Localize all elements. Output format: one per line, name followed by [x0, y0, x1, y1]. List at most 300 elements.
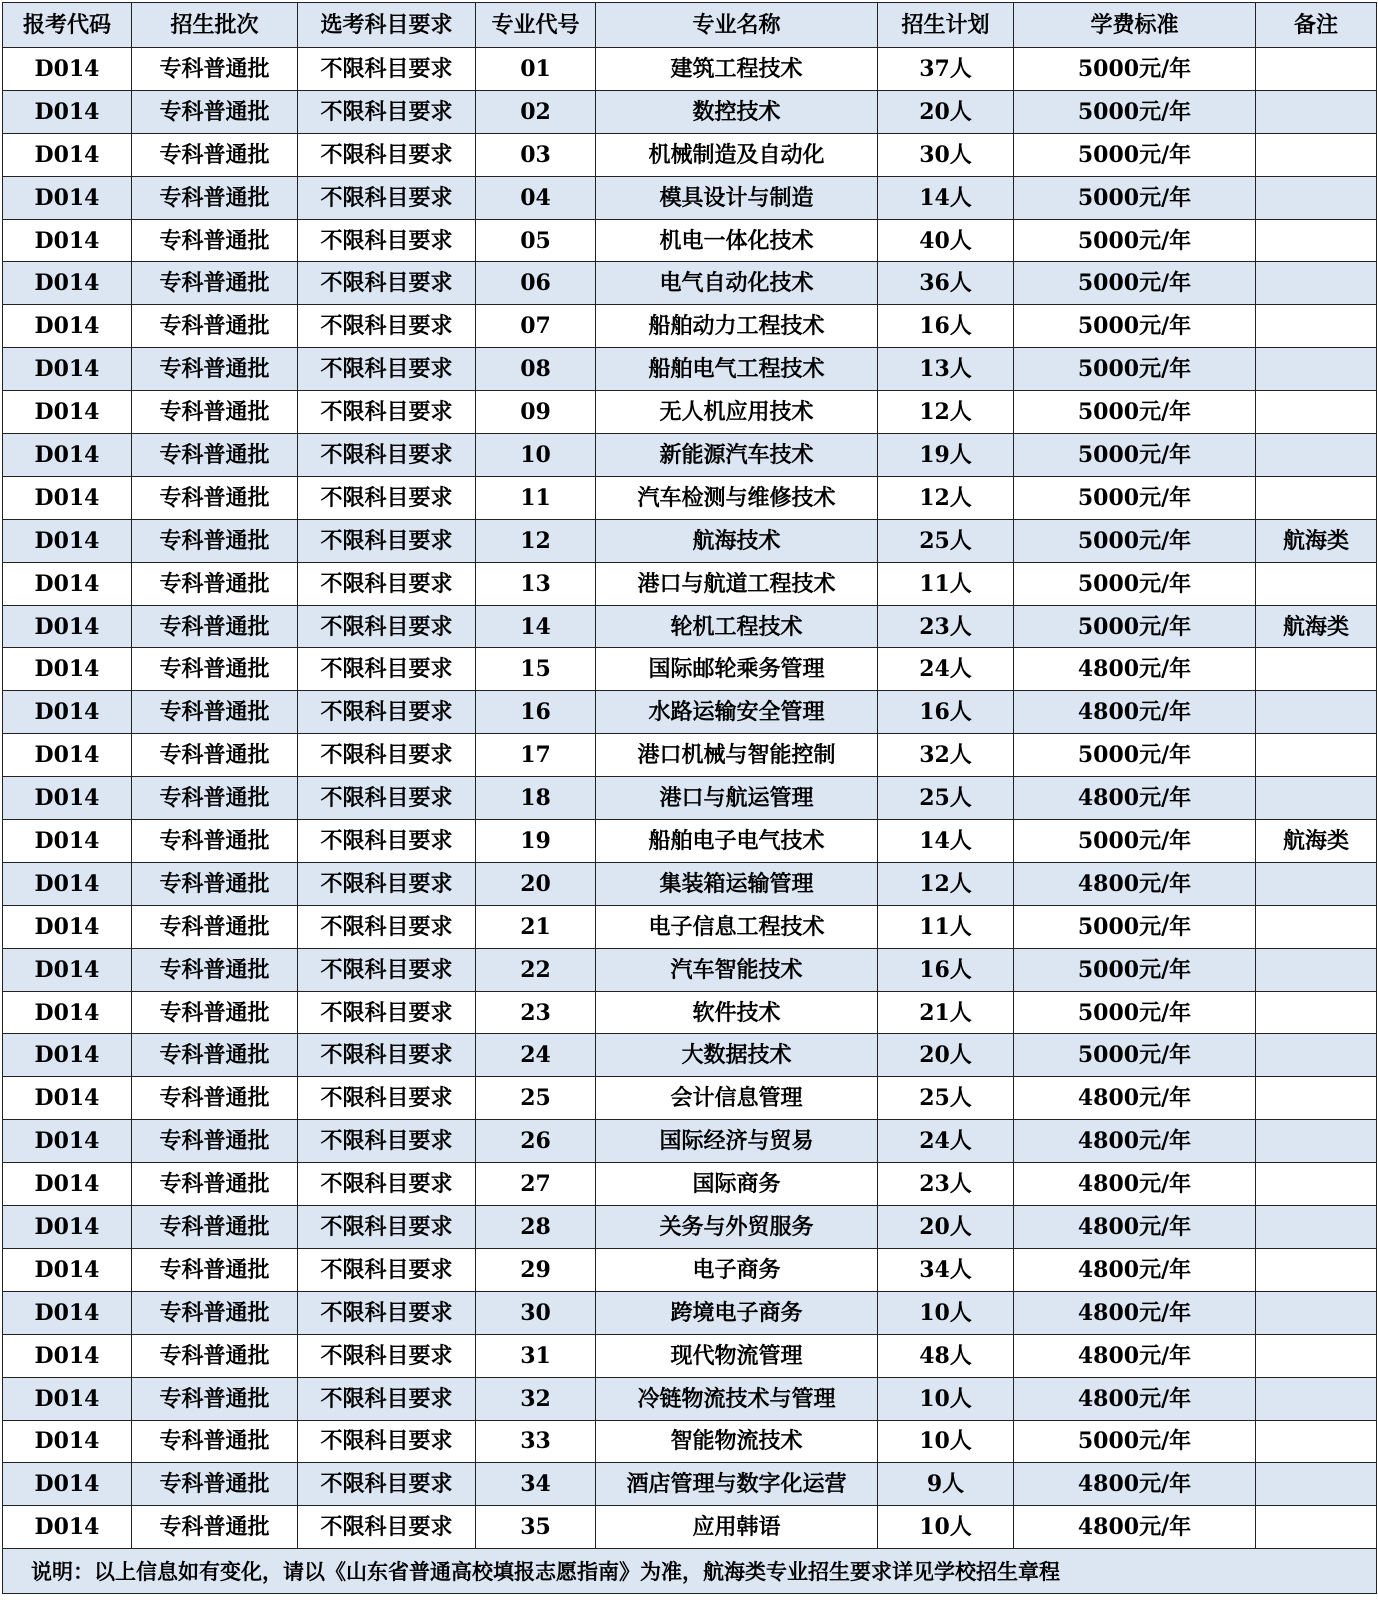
major-code-cell: 32 — [476, 1377, 596, 1420]
table-row — [3, 820, 1377, 863]
enrollment-plan-cell: 25人 — [878, 519, 1014, 562]
enrollment-plan-cell: 20人 — [878, 1206, 1014, 1249]
tuition-cell: 5000元/年 — [1014, 305, 1256, 348]
major-code-cell: 22 — [476, 948, 596, 991]
subject-requirement-cell: 不限科目要求 — [298, 434, 476, 477]
major-name-cell: 数控技术 — [596, 90, 878, 133]
batch-cell: 专科普通批 — [132, 820, 298, 863]
remarks-cell: 航海类 — [1256, 820, 1377, 863]
subject-requirement-cell: 不限科目要求 — [298, 348, 476, 391]
tuition-cell: 4800元/年 — [1014, 777, 1256, 820]
enrollment-plan-cell: 23人 — [878, 1163, 1014, 1206]
remarks-cell — [1256, 1163, 1377, 1206]
subject-requirement-cell: 不限科目要求 — [298, 1463, 476, 1506]
major-name-cell: 大数据技术 — [596, 1034, 878, 1077]
tuition-cell: 5000元/年 — [1014, 562, 1256, 605]
major-name-cell: 机电一体化技术 — [596, 219, 878, 262]
major-name-cell: 跨境电子商务 — [596, 1291, 878, 1334]
subject-requirement-cell: 不限科目要求 — [298, 862, 476, 905]
major-code-cell: 21 — [476, 905, 596, 948]
exam-code-cell: D014 — [3, 434, 132, 477]
batch-cell: 专科普通批 — [132, 1377, 298, 1420]
exam-code-cell: D014 — [3, 905, 132, 948]
enrollment-plan-cell: 10人 — [878, 1420, 1014, 1463]
enrollment-plan-cell: 34人 — [878, 1248, 1014, 1291]
major-code-cell: 25 — [476, 1077, 596, 1120]
table-row — [3, 1463, 1377, 1506]
batch-cell: 专科普通批 — [132, 562, 298, 605]
exam-code-cell: D014 — [3, 1420, 132, 1463]
major-name-cell: 电子信息工程技术 — [596, 905, 878, 948]
batch-cell: 专科普通批 — [132, 905, 298, 948]
major-code-cell: 05 — [476, 219, 596, 262]
remarks-cell — [1256, 1120, 1377, 1163]
major-code-cell: 19 — [476, 820, 596, 863]
batch-cell: 专科普通批 — [132, 305, 298, 348]
exam-code-cell: D014 — [3, 777, 132, 820]
tuition-cell: 4800元/年 — [1014, 648, 1256, 691]
subject-requirement-cell: 不限科目要求 — [298, 948, 476, 991]
tuition-cell: 4800元/年 — [1014, 1163, 1256, 1206]
tuition-cell: 5000元/年 — [1014, 1420, 1256, 1463]
remarks-cell — [1256, 176, 1377, 219]
major-name-cell: 港口与航道工程技术 — [596, 562, 878, 605]
batch-cell: 专科普通批 — [132, 1463, 298, 1506]
note-row — [3, 1549, 1377, 1594]
exam-code-cell: D014 — [3, 1034, 132, 1077]
tuition-cell: 4800元/年 — [1014, 1077, 1256, 1120]
exam-code-cell: D014 — [3, 1206, 132, 1249]
table-row — [3, 562, 1377, 605]
major-code-cell: 07 — [476, 305, 596, 348]
enrollment-plan-cell: 14人 — [878, 176, 1014, 219]
remarks-cell — [1256, 1206, 1377, 1249]
enrollment-plan-table — [2, 2, 1377, 1594]
major-name-cell: 国际邮轮乘务管理 — [596, 648, 878, 691]
exam-code-cell: D014 — [3, 1506, 132, 1549]
exam-code-cell: D014 — [3, 562, 132, 605]
table-row — [3, 391, 1377, 434]
batch-cell: 专科普通批 — [132, 176, 298, 219]
exam-code-cell: D014 — [3, 1120, 132, 1163]
subject-requirement-cell: 不限科目要求 — [298, 1206, 476, 1249]
table-body — [3, 48, 1377, 1549]
subject-requirement-cell: 不限科目要求 — [298, 1077, 476, 1120]
batch-cell: 专科普通批 — [132, 1163, 298, 1206]
batch-cell: 专科普通批 — [132, 948, 298, 991]
exam-code-cell: D014 — [3, 1463, 132, 1506]
enrollment-plan-cell: 25人 — [878, 1077, 1014, 1120]
tuition-cell: 5000元/年 — [1014, 734, 1256, 777]
subject-requirement-cell: 不限科目要求 — [298, 519, 476, 562]
subject-requirement-cell: 不限科目要求 — [298, 262, 476, 305]
major-code-cell: 06 — [476, 262, 596, 305]
batch-cell: 专科普通批 — [132, 262, 298, 305]
subject-requirement-cell: 不限科目要求 — [298, 1034, 476, 1077]
major-code-cell: 15 — [476, 648, 596, 691]
batch-cell: 专科普通批 — [132, 1506, 298, 1549]
enrollment-plan-cell: 19人 — [878, 434, 1014, 477]
table-row — [3, 48, 1377, 91]
remarks-cell — [1256, 562, 1377, 605]
major-name-cell: 船舶动力工程技术 — [596, 305, 878, 348]
subject-requirement-cell: 不限科目要求 — [298, 1163, 476, 1206]
header-tuition: 学费标准 — [1014, 3, 1256, 48]
batch-cell: 专科普通批 — [132, 1334, 298, 1377]
subject-requirement-cell: 不限科目要求 — [298, 391, 476, 434]
header-remarks: 备注 — [1256, 3, 1377, 48]
subject-requirement-cell: 不限科目要求 — [298, 1334, 476, 1377]
exam-code-cell: D014 — [3, 219, 132, 262]
remarks-cell — [1256, 348, 1377, 391]
major-code-cell: 09 — [476, 391, 596, 434]
major-code-cell: 30 — [476, 1291, 596, 1334]
subject-requirement-cell: 不限科目要求 — [298, 648, 476, 691]
tuition-cell: 4800元/年 — [1014, 1248, 1256, 1291]
table-row — [3, 219, 1377, 262]
remarks-cell — [1256, 1077, 1377, 1120]
major-name-cell: 船舶电子电气技术 — [596, 820, 878, 863]
remarks-cell — [1256, 777, 1377, 820]
remarks-cell — [1256, 434, 1377, 477]
remarks-cell — [1256, 219, 1377, 262]
enrollment-plan-cell: 24人 — [878, 1120, 1014, 1163]
tuition-cell: 4800元/年 — [1014, 1506, 1256, 1549]
exam-code-cell: D014 — [3, 1077, 132, 1120]
enrollment-plan-cell: 36人 — [878, 262, 1014, 305]
remarks-cell — [1256, 734, 1377, 777]
exam-code-cell: D014 — [3, 48, 132, 91]
major-code-cell: 28 — [476, 1206, 596, 1249]
major-code-cell: 02 — [476, 90, 596, 133]
exam-code-cell: D014 — [3, 691, 132, 734]
remarks-cell — [1256, 262, 1377, 305]
tuition-cell: 5000元/年 — [1014, 820, 1256, 863]
table-row — [3, 1334, 1377, 1377]
major-name-cell: 新能源汽车技术 — [596, 434, 878, 477]
enrollment-plan-cell: 16人 — [878, 691, 1014, 734]
exam-code-cell: D014 — [3, 348, 132, 391]
enrollment-plan-cell: 12人 — [878, 391, 1014, 434]
enrollment-plan-cell: 30人 — [878, 133, 1014, 176]
enrollment-plan-cell: 12人 — [878, 862, 1014, 905]
subject-requirement-cell: 不限科目要求 — [298, 605, 476, 648]
table-row — [3, 691, 1377, 734]
major-name-cell: 电气自动化技术 — [596, 262, 878, 305]
enrollment-plan-cell: 21人 — [878, 991, 1014, 1034]
remarks-cell — [1256, 905, 1377, 948]
major-code-cell: 34 — [476, 1463, 596, 1506]
batch-cell: 专科普通批 — [132, 605, 298, 648]
tuition-cell: 5000元/年 — [1014, 48, 1256, 91]
tuition-cell: 4800元/年 — [1014, 691, 1256, 734]
remarks-cell — [1256, 991, 1377, 1034]
exam-code-cell: D014 — [3, 391, 132, 434]
major-code-cell: 24 — [476, 1034, 596, 1077]
exam-code-cell: D014 — [3, 734, 132, 777]
major-name-cell: 电子商务 — [596, 1248, 878, 1291]
header-major-name: 专业名称 — [596, 3, 878, 48]
major-name-cell: 模具设计与制造 — [596, 176, 878, 219]
subject-requirement-cell: 不限科目要求 — [298, 777, 476, 820]
remarks-cell — [1256, 1463, 1377, 1506]
exam-code-cell: D014 — [3, 820, 132, 863]
remarks-cell: 航海类 — [1256, 605, 1377, 648]
major-name-cell: 港口与航运管理 — [596, 777, 878, 820]
remarks-cell — [1256, 90, 1377, 133]
exam-code-cell: D014 — [3, 262, 132, 305]
tuition-cell: 5000元/年 — [1014, 948, 1256, 991]
tuition-cell: 4800元/年 — [1014, 1291, 1256, 1334]
batch-cell: 专科普通批 — [132, 1120, 298, 1163]
major-code-cell: 03 — [476, 133, 596, 176]
enrollment-plan-cell: 48人 — [878, 1334, 1014, 1377]
table-row — [3, 262, 1377, 305]
major-code-cell: 20 — [476, 862, 596, 905]
batch-cell: 专科普通批 — [132, 1291, 298, 1334]
major-name-cell: 智能物流技术 — [596, 1420, 878, 1463]
tuition-cell: 4800元/年 — [1014, 862, 1256, 905]
subject-requirement-cell: 不限科目要求 — [298, 476, 476, 519]
major-code-cell: 14 — [476, 605, 596, 648]
enrollment-plan-cell: 10人 — [878, 1377, 1014, 1420]
header-major-code: 专业代号 — [476, 3, 596, 48]
major-code-cell: 13 — [476, 562, 596, 605]
table-row — [3, 862, 1377, 905]
tuition-cell: 5000元/年 — [1014, 391, 1256, 434]
major-code-cell: 10 — [476, 434, 596, 477]
major-code-cell: 17 — [476, 734, 596, 777]
major-code-cell: 33 — [476, 1420, 596, 1463]
major-code-cell: 18 — [476, 777, 596, 820]
enrollment-plan-cell: 9人 — [878, 1463, 1014, 1506]
table-row — [3, 1506, 1377, 1549]
major-name-cell: 会计信息管理 — [596, 1077, 878, 1120]
remarks-cell — [1256, 1420, 1377, 1463]
enrollment-plan-cell: 16人 — [878, 305, 1014, 348]
major-name-cell: 航海技术 — [596, 519, 878, 562]
batch-cell: 专科普通批 — [132, 476, 298, 519]
table-header-row — [3, 3, 1377, 48]
exam-code-cell: D014 — [3, 862, 132, 905]
subject-requirement-cell: 不限科目要求 — [298, 133, 476, 176]
major-code-cell: 11 — [476, 476, 596, 519]
remarks-cell — [1256, 133, 1377, 176]
major-code-cell: 23 — [476, 991, 596, 1034]
remarks-cell — [1256, 862, 1377, 905]
table-row — [3, 991, 1377, 1034]
major-name-cell: 轮机工程技术 — [596, 605, 878, 648]
table-row — [3, 1377, 1377, 1420]
enrollment-plan-cell: 14人 — [878, 820, 1014, 863]
tuition-cell: 4800元/年 — [1014, 1120, 1256, 1163]
batch-cell: 专科普通批 — [132, 348, 298, 391]
subject-requirement-cell: 不限科目要求 — [298, 1291, 476, 1334]
major-code-cell: 08 — [476, 348, 596, 391]
exam-code-cell: D014 — [3, 1163, 132, 1206]
major-code-cell: 04 — [476, 176, 596, 219]
table-row — [3, 777, 1377, 820]
tuition-cell: 5000元/年 — [1014, 176, 1256, 219]
major-name-cell: 酒店管理与数字化运营 — [596, 1463, 878, 1506]
subject-requirement-cell: 不限科目要求 — [298, 1420, 476, 1463]
subject-requirement-cell: 不限科目要求 — [298, 305, 476, 348]
remarks-cell — [1256, 391, 1377, 434]
batch-cell: 专科普通批 — [132, 691, 298, 734]
batch-cell: 专科普通批 — [132, 734, 298, 777]
table-row — [3, 1077, 1377, 1120]
remarks-cell — [1256, 648, 1377, 691]
subject-requirement-cell: 不限科目要求 — [298, 991, 476, 1034]
enrollment-plan-cell: 20人 — [878, 1034, 1014, 1077]
exam-code-cell: D014 — [3, 948, 132, 991]
exam-code-cell: D014 — [3, 176, 132, 219]
major-code-cell: 12 — [476, 519, 596, 562]
enrollment-plan-cell: 11人 — [878, 905, 1014, 948]
header-exam-code: 报考代码 — [3, 3, 132, 48]
table-row — [3, 1206, 1377, 1249]
major-code-cell: 29 — [476, 1248, 596, 1291]
table-row — [3, 176, 1377, 219]
exam-code-cell: D014 — [3, 991, 132, 1034]
batch-cell: 专科普通批 — [132, 648, 298, 691]
batch-cell: 专科普通批 — [132, 90, 298, 133]
tuition-cell: 4800元/年 — [1014, 1206, 1256, 1249]
exam-code-cell: D014 — [3, 305, 132, 348]
major-name-cell: 汽车检测与维修技术 — [596, 476, 878, 519]
batch-cell: 专科普通批 — [132, 991, 298, 1034]
major-code-cell: 16 — [476, 691, 596, 734]
remarks-cell — [1256, 1291, 1377, 1334]
table-row — [3, 734, 1377, 777]
tuition-cell: 5000元/年 — [1014, 90, 1256, 133]
batch-cell: 专科普通批 — [132, 777, 298, 820]
major-name-cell: 无人机应用技术 — [596, 391, 878, 434]
major-name-cell: 关务与外贸服务 — [596, 1206, 878, 1249]
batch-cell: 专科普通批 — [132, 48, 298, 91]
tuition-cell: 5000元/年 — [1014, 219, 1256, 262]
major-code-cell: 27 — [476, 1163, 596, 1206]
batch-cell: 专科普通批 — [132, 519, 298, 562]
subject-requirement-cell: 不限科目要求 — [298, 1377, 476, 1420]
remarks-cell — [1256, 1334, 1377, 1377]
enrollment-plan-cell: 12人 — [878, 476, 1014, 519]
header-subject-requirement: 选考科目要求 — [298, 3, 476, 48]
table-row — [3, 948, 1377, 991]
batch-cell: 专科普通批 — [132, 434, 298, 477]
subject-requirement-cell: 不限科目要求 — [298, 820, 476, 863]
batch-cell: 专科普通批 — [132, 1420, 298, 1463]
table-row — [3, 434, 1377, 477]
batch-cell: 专科普通批 — [132, 1034, 298, 1077]
subject-requirement-cell: 不限科目要求 — [298, 48, 476, 91]
subject-requirement-cell: 不限科目要求 — [298, 219, 476, 262]
subject-requirement-cell: 不限科目要求 — [298, 1506, 476, 1549]
subject-requirement-cell: 不限科目要求 — [298, 691, 476, 734]
table-row — [3, 648, 1377, 691]
major-name-cell: 集装箱运输管理 — [596, 862, 878, 905]
tuition-cell: 5000元/年 — [1014, 519, 1256, 562]
remarks-cell — [1256, 48, 1377, 91]
enrollment-plan-cell: 24人 — [878, 648, 1014, 691]
table-row — [3, 90, 1377, 133]
table-row — [3, 133, 1377, 176]
batch-cell: 专科普通批 — [132, 1248, 298, 1291]
exam-code-cell: D014 — [3, 476, 132, 519]
tuition-cell: 4800元/年 — [1014, 1463, 1256, 1506]
enrollment-plan-cell: 32人 — [878, 734, 1014, 777]
table-row — [3, 1163, 1377, 1206]
subject-requirement-cell: 不限科目要求 — [298, 1248, 476, 1291]
table-row — [3, 519, 1377, 562]
batch-cell: 专科普通批 — [132, 133, 298, 176]
tuition-cell: 5000元/年 — [1014, 434, 1256, 477]
subject-requirement-cell: 不限科目要求 — [298, 1120, 476, 1163]
major-code-cell: 31 — [476, 1334, 596, 1377]
tuition-cell: 5000元/年 — [1014, 1034, 1256, 1077]
remarks-cell: 航海类 — [1256, 519, 1377, 562]
enrollment-plan-cell: 40人 — [878, 219, 1014, 262]
exam-code-cell: D014 — [3, 133, 132, 176]
enrollment-plan-cell: 20人 — [878, 90, 1014, 133]
table-row — [3, 1034, 1377, 1077]
batch-cell: 专科普通批 — [132, 219, 298, 262]
tuition-cell: 5000元/年 — [1014, 476, 1256, 519]
tuition-cell: 4800元/年 — [1014, 1377, 1256, 1420]
table-row — [3, 476, 1377, 519]
remarks-cell — [1256, 691, 1377, 734]
major-name-cell: 软件技术 — [596, 991, 878, 1034]
header-enrollment-plan: 招生计划 — [878, 3, 1014, 48]
tuition-cell: 5000元/年 — [1014, 991, 1256, 1034]
remarks-cell — [1256, 305, 1377, 348]
exam-code-cell: D014 — [3, 605, 132, 648]
subject-requirement-cell: 不限科目要求 — [298, 734, 476, 777]
table-row — [3, 905, 1377, 948]
major-name-cell: 建筑工程技术 — [596, 48, 878, 91]
enrollment-plan-cell: 37人 — [878, 48, 1014, 91]
remarks-cell — [1256, 1248, 1377, 1291]
major-code-cell: 01 — [476, 48, 596, 91]
table-note: 说明：以上信息如有变化，请以《山东省普通高校填报志愿指南》为准，航海类专业招生要求详见学校招生章程 — [3, 1549, 1377, 1594]
tuition-cell: 5000元/年 — [1014, 905, 1256, 948]
major-name-cell: 水路运输安全管理 — [596, 691, 878, 734]
exam-code-cell: D014 — [3, 1334, 132, 1377]
batch-cell: 专科普通批 — [132, 1206, 298, 1249]
major-name-cell: 船舶电气工程技术 — [596, 348, 878, 391]
major-name-cell: 应用韩语 — [596, 1506, 878, 1549]
table-row — [3, 305, 1377, 348]
remarks-cell — [1256, 1506, 1377, 1549]
table-row — [3, 1420, 1377, 1463]
tuition-cell: 5000元/年 — [1014, 133, 1256, 176]
major-name-cell: 国际经济与贸易 — [596, 1120, 878, 1163]
tuition-cell: 5000元/年 — [1014, 605, 1256, 648]
enrollment-plan-cell: 11人 — [878, 562, 1014, 605]
tuition-cell: 5000元/年 — [1014, 348, 1256, 391]
subject-requirement-cell: 不限科目要求 — [298, 90, 476, 133]
exam-code-cell: D014 — [3, 519, 132, 562]
batch-cell: 专科普通批 — [132, 391, 298, 434]
remarks-cell — [1256, 948, 1377, 991]
major-code-cell: 35 — [476, 1506, 596, 1549]
table-row — [3, 1248, 1377, 1291]
remarks-cell — [1256, 476, 1377, 519]
exam-code-cell: D014 — [3, 1377, 132, 1420]
major-name-cell: 机械制造及自动化 — [596, 133, 878, 176]
exam-code-cell: D014 — [3, 90, 132, 133]
table-row — [3, 1120, 1377, 1163]
